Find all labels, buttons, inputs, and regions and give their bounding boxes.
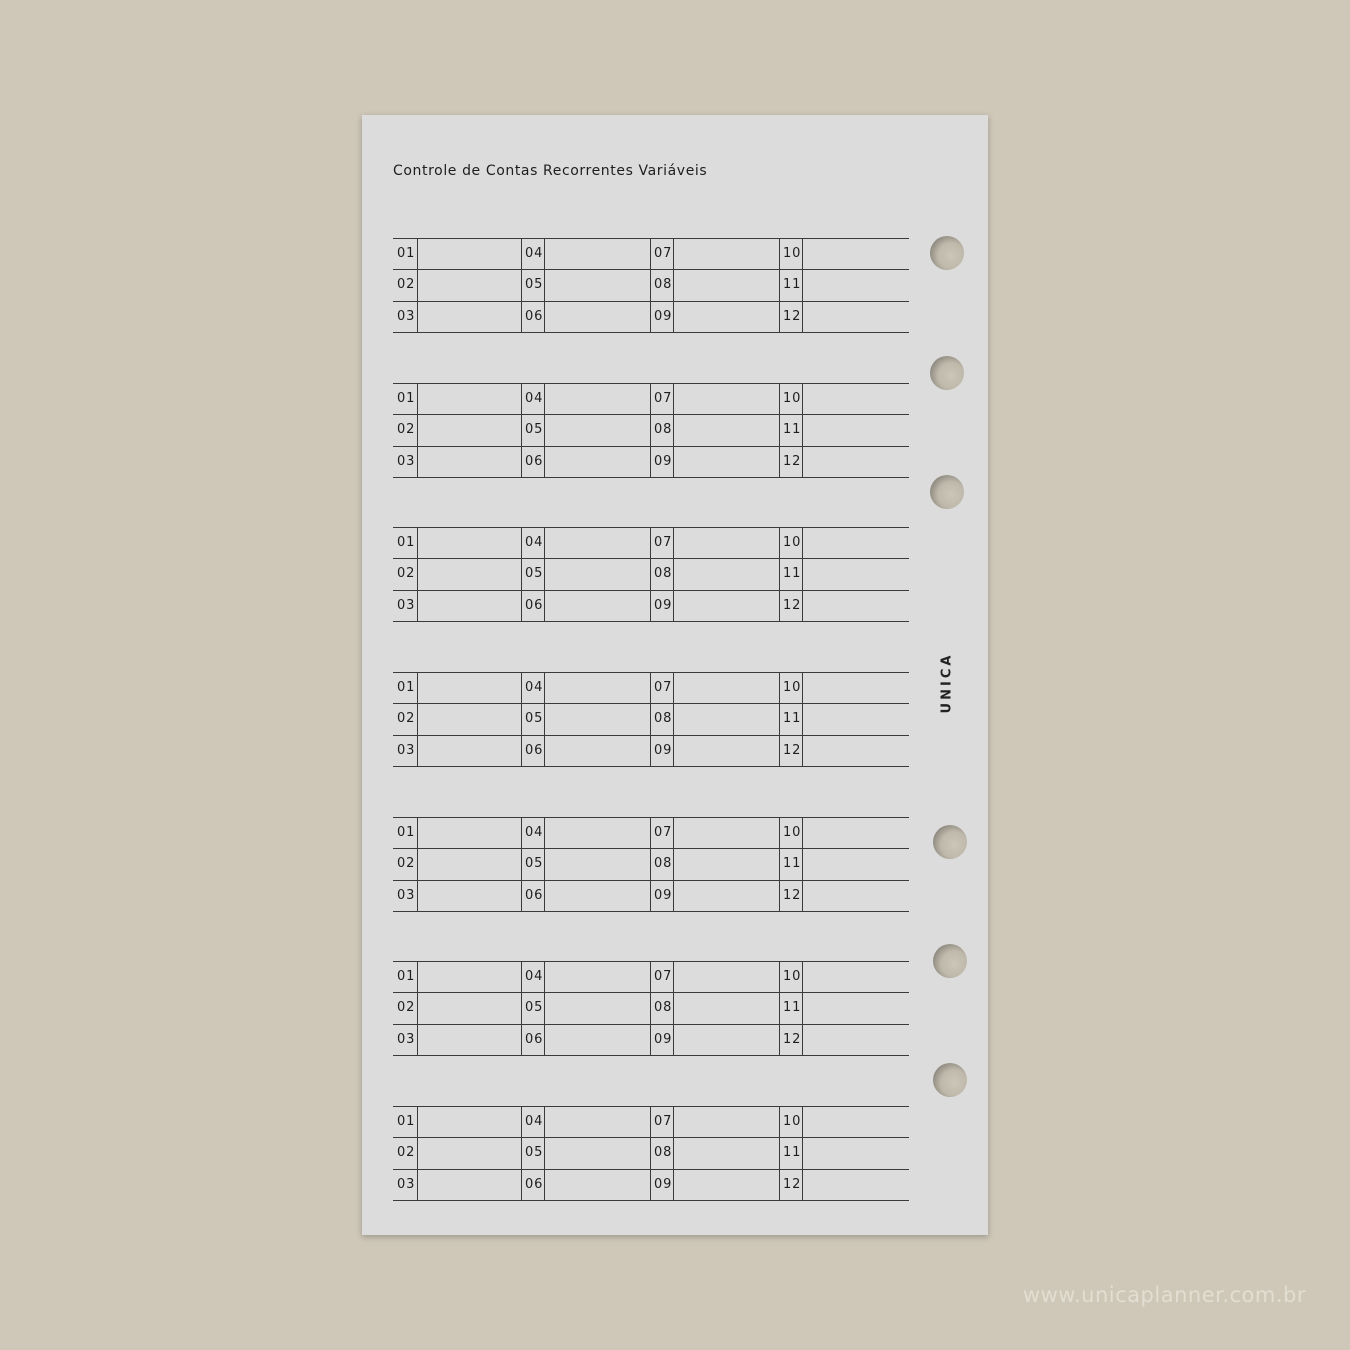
amount-entry-cell[interactable] xyxy=(674,384,779,414)
amount-entry-cell[interactable] xyxy=(545,736,650,766)
amount-entry-cell[interactable] xyxy=(803,993,909,1023)
month-number: 07 xyxy=(654,680,673,695)
amount-entry-cell[interactable] xyxy=(674,818,779,848)
amount-entry-cell[interactable] xyxy=(418,1025,521,1055)
month-number: 11 xyxy=(783,277,802,292)
amount-entry-cell[interactable] xyxy=(418,736,521,766)
amount-entry-cell[interactable] xyxy=(545,1107,650,1137)
month-number: 07 xyxy=(654,535,673,550)
month-number: 08 xyxy=(654,277,673,292)
amount-entry-cell[interactable] xyxy=(803,849,909,879)
month-number: 08 xyxy=(654,1145,673,1160)
column-rule xyxy=(521,672,522,767)
amount-entry-cell[interactable] xyxy=(545,1025,650,1055)
month-number: 10 xyxy=(783,246,802,261)
amount-entry-cell[interactable] xyxy=(545,704,650,734)
month-number: 11 xyxy=(783,1145,802,1160)
amount-entry-cell[interactable] xyxy=(803,239,909,269)
month-number: 06 xyxy=(525,454,544,469)
amount-entry-cell[interactable] xyxy=(545,591,650,621)
month-number: 11 xyxy=(783,1000,802,1015)
month-number: 10 xyxy=(783,1114,802,1129)
month-number: 11 xyxy=(783,422,802,437)
month-number: 04 xyxy=(525,825,544,840)
amount-entry-cell[interactable] xyxy=(545,1170,650,1200)
amount-entry-cell[interactable] xyxy=(803,559,909,589)
month-number: 10 xyxy=(783,969,802,984)
month-number: 12 xyxy=(783,309,802,324)
website-url: www.unicaplanner.com.br xyxy=(1022,1283,1306,1307)
amount-entry-cell[interactable] xyxy=(418,673,521,703)
month-number: 01 xyxy=(397,246,416,261)
amount-entry-cell[interactable] xyxy=(545,270,650,300)
amount-entry-cell[interactable] xyxy=(545,1138,650,1168)
binder-hole-icon xyxy=(933,1063,967,1097)
column-rule xyxy=(779,672,780,767)
month-number: 04 xyxy=(525,969,544,984)
column-rule xyxy=(650,817,651,912)
amount-entry-cell[interactable] xyxy=(674,1170,779,1200)
month-number: 12 xyxy=(783,1177,802,1192)
month-number: 06 xyxy=(525,598,544,613)
month-number: 09 xyxy=(654,888,673,903)
month-number: 06 xyxy=(525,1032,544,1047)
amount-entry-cell[interactable] xyxy=(674,559,779,589)
amount-entry-cell[interactable] xyxy=(674,849,779,879)
brand-logo: UNICA xyxy=(939,652,955,714)
binder-hole-icon xyxy=(930,475,964,509)
amount-entry-cell[interactable] xyxy=(803,1025,909,1055)
month-number: 02 xyxy=(397,1145,416,1160)
amount-entry-cell[interactable] xyxy=(674,1107,779,1137)
month-number: 03 xyxy=(397,1032,416,1047)
amount-entry-cell[interactable] xyxy=(418,881,521,911)
month-number: 11 xyxy=(783,566,802,581)
amount-entry-cell[interactable] xyxy=(418,704,521,734)
amount-entry-cell[interactable] xyxy=(803,736,909,766)
month-number: 04 xyxy=(525,680,544,695)
amount-entry-cell[interactable] xyxy=(674,962,779,992)
month-number: 09 xyxy=(654,1177,673,1192)
month-number: 09 xyxy=(654,598,673,613)
month-number: 04 xyxy=(525,1114,544,1129)
month-number: 10 xyxy=(783,535,802,550)
amount-entry-cell[interactable] xyxy=(674,302,779,332)
amount-entry-cell[interactable] xyxy=(545,673,650,703)
month-number: 09 xyxy=(654,454,673,469)
row-rule xyxy=(393,621,909,622)
column-rule xyxy=(779,383,780,478)
amount-entry-cell[interactable] xyxy=(545,881,650,911)
month-number: 05 xyxy=(525,1000,544,1015)
bill-tracking-block xyxy=(393,527,909,622)
amount-entry-cell[interactable] xyxy=(803,962,909,992)
column-rule xyxy=(779,527,780,622)
column-rule xyxy=(521,527,522,622)
amount-entry-cell[interactable] xyxy=(803,447,909,477)
amount-entry-cell[interactable] xyxy=(545,415,650,445)
amount-entry-cell[interactable] xyxy=(545,447,650,477)
amount-entry-cell[interactable] xyxy=(418,270,521,300)
month-number: 01 xyxy=(397,825,416,840)
amount-entry-cell[interactable] xyxy=(674,270,779,300)
row-rule xyxy=(393,332,909,333)
row-rule xyxy=(393,911,909,912)
month-number: 03 xyxy=(397,454,416,469)
month-number: 06 xyxy=(525,888,544,903)
amount-entry-cell[interactable] xyxy=(803,881,909,911)
row-rule xyxy=(393,766,909,767)
column-rule xyxy=(650,961,651,1056)
column-rule xyxy=(779,1106,780,1201)
bill-tracking-block xyxy=(393,961,909,1056)
amount-entry-cell[interactable] xyxy=(418,1170,521,1200)
month-number: 07 xyxy=(654,246,673,261)
month-number: 02 xyxy=(397,566,416,581)
column-rule xyxy=(650,527,651,622)
column-rule xyxy=(650,238,651,333)
amount-entry-cell[interactable] xyxy=(803,704,909,734)
column-rule xyxy=(521,238,522,333)
amount-entry-cell[interactable] xyxy=(674,591,779,621)
amount-entry-cell[interactable] xyxy=(418,1107,521,1137)
amount-entry-cell[interactable] xyxy=(418,239,521,269)
amount-entry-cell[interactable] xyxy=(803,415,909,445)
column-rule xyxy=(650,1106,651,1201)
month-number: 12 xyxy=(783,598,802,613)
bill-tracking-block xyxy=(393,238,909,333)
amount-entry-cell[interactable] xyxy=(674,881,779,911)
amount-entry-cell[interactable] xyxy=(674,736,779,766)
month-number: 08 xyxy=(654,856,673,871)
row-rule xyxy=(393,477,909,478)
month-number: 05 xyxy=(525,566,544,581)
month-number: 04 xyxy=(525,246,544,261)
column-rule xyxy=(650,383,651,478)
amount-entry-cell[interactable] xyxy=(418,993,521,1023)
amount-entry-cell[interactable] xyxy=(418,415,521,445)
amount-entry-cell[interactable] xyxy=(545,559,650,589)
month-number: 07 xyxy=(654,969,673,984)
amount-entry-cell[interactable] xyxy=(545,384,650,414)
month-number: 12 xyxy=(783,888,802,903)
month-number: 11 xyxy=(783,856,802,871)
month-number: 01 xyxy=(397,391,416,406)
amount-entry-cell[interactable] xyxy=(674,239,779,269)
month-number: 04 xyxy=(525,535,544,550)
amount-entry-cell[interactable] xyxy=(418,1138,521,1168)
month-number: 03 xyxy=(397,598,416,613)
month-number: 01 xyxy=(397,535,416,550)
amount-entry-cell[interactable] xyxy=(674,704,779,734)
column-rule xyxy=(779,961,780,1056)
planner-page xyxy=(362,115,988,1235)
binder-hole-icon xyxy=(933,825,967,859)
amount-entry-cell[interactable] xyxy=(803,302,909,332)
month-number: 09 xyxy=(654,309,673,324)
month-number: 07 xyxy=(654,391,673,406)
bill-tracking-block xyxy=(393,672,909,767)
month-number: 03 xyxy=(397,888,416,903)
amount-entry-cell[interactable] xyxy=(803,528,909,558)
amount-entry-cell[interactable] xyxy=(545,818,650,848)
amount-entry-cell[interactable] xyxy=(674,1025,779,1055)
bill-tracking-block xyxy=(393,383,909,478)
month-number: 05 xyxy=(525,422,544,437)
bill-tracking-block xyxy=(393,1106,909,1201)
amount-entry-cell[interactable] xyxy=(418,447,521,477)
amount-entry-cell[interactable] xyxy=(418,962,521,992)
binder-hole-icon xyxy=(930,356,964,390)
amount-entry-cell[interactable] xyxy=(418,384,521,414)
column-rule xyxy=(779,238,780,333)
column-rule xyxy=(521,817,522,912)
month-number: 08 xyxy=(654,711,673,726)
amount-entry-cell[interactable] xyxy=(674,528,779,558)
row-rule xyxy=(393,1200,909,1201)
month-number: 08 xyxy=(654,422,673,437)
month-number: 06 xyxy=(525,309,544,324)
amount-entry-cell[interactable] xyxy=(418,559,521,589)
amount-entry-cell[interactable] xyxy=(803,1138,909,1168)
row-rule xyxy=(393,1055,909,1056)
month-number: 01 xyxy=(397,680,416,695)
bill-tracking-block xyxy=(393,817,909,912)
amount-entry-cell[interactable] xyxy=(803,818,909,848)
amount-entry-cell[interactable] xyxy=(418,849,521,879)
amount-entry-cell[interactable] xyxy=(674,993,779,1023)
month-number: 02 xyxy=(397,277,416,292)
amount-entry-cell[interactable] xyxy=(674,415,779,445)
amount-entry-cell[interactable] xyxy=(545,993,650,1023)
amount-entry-cell[interactable] xyxy=(418,818,521,848)
amount-entry-cell[interactable] xyxy=(803,1170,909,1200)
column-rule xyxy=(521,1106,522,1201)
month-number: 09 xyxy=(654,743,673,758)
amount-entry-cell[interactable] xyxy=(418,528,521,558)
month-number: 10 xyxy=(783,680,802,695)
column-rule xyxy=(521,383,522,478)
month-number: 06 xyxy=(525,1177,544,1192)
month-number: 10 xyxy=(783,825,802,840)
month-number: 08 xyxy=(654,566,673,581)
month-number: 05 xyxy=(525,856,544,871)
month-number: 01 xyxy=(397,969,416,984)
month-number: 06 xyxy=(525,743,544,758)
month-number: 10 xyxy=(783,391,802,406)
binder-hole-icon xyxy=(930,236,964,270)
amount-entry-cell[interactable] xyxy=(803,270,909,300)
month-number: 05 xyxy=(525,1145,544,1160)
column-rule xyxy=(521,961,522,1056)
month-number: 03 xyxy=(397,1177,416,1192)
amount-entry-cell[interactable] xyxy=(545,302,650,332)
amount-entry-cell[interactable] xyxy=(674,673,779,703)
amount-entry-cell[interactable] xyxy=(418,302,521,332)
month-number: 05 xyxy=(525,277,544,292)
amount-entry-cell[interactable] xyxy=(803,591,909,621)
month-number: 09 xyxy=(654,1032,673,1047)
month-number: 03 xyxy=(397,309,416,324)
amount-entry-cell[interactable] xyxy=(674,447,779,477)
month-number: 11 xyxy=(783,711,802,726)
binder-hole-icon xyxy=(933,944,967,978)
amount-entry-cell[interactable] xyxy=(545,239,650,269)
amount-entry-cell[interactable] xyxy=(545,528,650,558)
month-number: 02 xyxy=(397,856,416,871)
column-rule xyxy=(650,672,651,767)
month-number: 04 xyxy=(525,391,544,406)
page-title: Controle de Contas Recorrentes Variáveis xyxy=(393,163,708,179)
amount-entry-cell[interactable] xyxy=(803,673,909,703)
column-rule xyxy=(779,817,780,912)
month-number: 02 xyxy=(397,711,416,726)
month-number: 08 xyxy=(654,1000,673,1015)
month-number: 12 xyxy=(783,743,802,758)
month-number: 07 xyxy=(654,1114,673,1129)
amount-entry-cell[interactable] xyxy=(545,849,650,879)
amount-entry-cell[interactable] xyxy=(418,591,521,621)
month-number: 03 xyxy=(397,743,416,758)
month-number: 02 xyxy=(397,1000,416,1015)
amount-entry-cell[interactable] xyxy=(674,1138,779,1168)
month-number: 01 xyxy=(397,1114,416,1129)
amount-entry-cell[interactable] xyxy=(803,384,909,414)
month-number: 12 xyxy=(783,1032,802,1047)
month-number: 12 xyxy=(783,454,802,469)
amount-entry-cell[interactable] xyxy=(545,962,650,992)
month-number: 05 xyxy=(525,711,544,726)
month-number: 07 xyxy=(654,825,673,840)
amount-entry-cell[interactable] xyxy=(803,1107,909,1137)
month-number: 02 xyxy=(397,422,416,437)
